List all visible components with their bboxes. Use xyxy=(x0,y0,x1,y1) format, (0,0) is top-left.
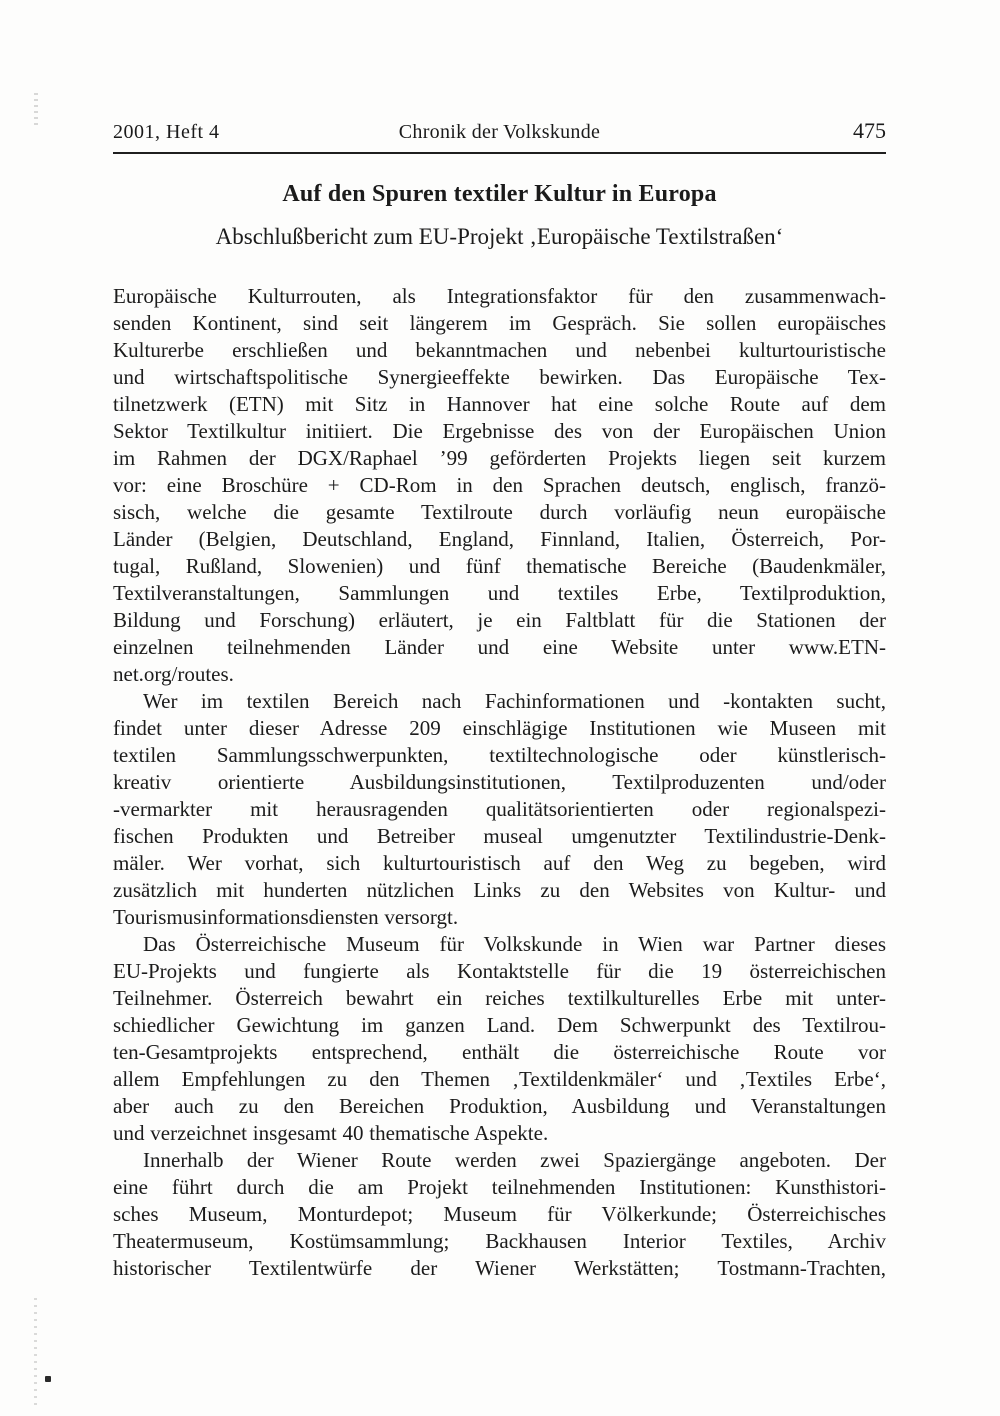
text-line: net.org/routes. xyxy=(113,662,234,686)
text-line: aber auch zu den Bereichen Produktion, Ausbildung und Veranstaltungen xyxy=(113,1094,886,1118)
scan-artifact-dot xyxy=(45,1376,51,1382)
paragraph xyxy=(113,1147,886,1282)
text-line: kreativ orientierte Ausbildungsinstitutionen, Textilproduzenten und/oder xyxy=(113,770,886,794)
article-title: Auf den Spuren textiler Kultur in Europa xyxy=(282,181,717,207)
text-line: schiedlicher Gewichtung im ganzen Land. Dem Schwerpunkt des Textilrou- xyxy=(113,1013,886,1037)
text-line: Kulturerbe erschließen und bekanntmachen und nebenbei kulturtouristische xyxy=(113,338,886,362)
text-line: sisch, welche die gesamte Textilroute durch vorläufig neun europäische xyxy=(113,500,886,524)
text-line: vor: eine Broschüre + CD-Rom in den Sprachen deutsch, englisch, franzö- xyxy=(113,473,886,497)
article-body xyxy=(113,283,886,1282)
text-line: -vermarkter mit herausragenden qualitätsorientierten oder regionalspezi- xyxy=(113,797,886,821)
text-line: mäler. Wer vorhat, sich kulturtouristisch auf den Weg zu begeben, wird xyxy=(113,851,886,875)
scan-artifact-bottom xyxy=(34,1298,37,1410)
text-line: EU-Projekts und fungierte als Kontaktstelle für die 19 österreichischen xyxy=(113,959,886,983)
text-line: Bildung und Forschung) erläutert, je ein Faltblatt für die Stationen der xyxy=(113,608,886,632)
text-line: Sektor Textilkultur initiiert. Die Ergebnisse des von der Europäischen Union xyxy=(113,419,886,443)
text-line: Das Österreichische Museum für Volkskunde in Wien war Partner dieses xyxy=(143,932,886,956)
issue-label: 2001, Heft 4 xyxy=(113,121,220,143)
text-line: textilen Sammlungsschwerpunkten, textiltechnologische oder künstlerisch- xyxy=(113,743,886,767)
text-line: sches Museum, Monturdepot; Museum für Völkerkunde; Österreichisches xyxy=(113,1202,886,1226)
paragraph xyxy=(113,283,886,688)
text-line: fischen Produkten und Betreiber museal umgenutzter Textilindustrie-Denk- xyxy=(113,824,886,848)
text-line: und wirtschaftspolitische Synergieeffekte bewirken. Das Europäische Tex- xyxy=(113,365,886,389)
header-rule xyxy=(113,152,886,154)
text-line: Tourismusinformationsdiensten versorgt. xyxy=(113,905,459,929)
text-line: im Rahmen der DGX/Raphael ’99 geförderten Projekts liegen seit kurzem xyxy=(113,446,886,470)
paragraph xyxy=(113,931,886,1147)
text-line: allem Empfehlungen zu den Themen ‚Textildenkmäler‘ und ‚Textiles Erbe‘, xyxy=(113,1067,886,1091)
page-number: 475 xyxy=(853,118,886,143)
paragraph xyxy=(113,688,886,931)
text-line: tilnetzwerk (ETN) mit Sitz in Hannover hat eine solche Route auf dem xyxy=(113,392,886,416)
article-subtitle: Abschlußbericht zum EU-Projekt ‚Europäische Textilstraßen‘ xyxy=(215,224,784,249)
running-head xyxy=(113,0,886,143)
text-line: Europäische Kulturrouten, als Integrationsfaktor für den zusammenwach- xyxy=(113,284,886,308)
text-line: eine führt durch die am Projekt teilnehmenden Institutionen: Kunsthistori- xyxy=(113,1175,886,1199)
text-line: einzelnen teilnehmenden Länder und eine Website unter www.ETN- xyxy=(113,635,886,659)
text-line: findet unter dieser Adresse 209 einschlägige Institutionen wie Museen mit xyxy=(113,716,886,740)
text-line: zusätzlich mit hunderten nützlichen Links zu den Websites von Kultur- und xyxy=(113,878,886,902)
text-line: senden Kontinent, sind seit längerem im Gespräch. Sie sollen europäisches xyxy=(113,311,886,335)
scan-artifact-top xyxy=(34,93,38,127)
text-line: Länder (Belgien, Deutschland, England, Finnland, Italien, Österreich, Por- xyxy=(113,527,886,551)
text-line: Innerhalb der Wiener Route werden zwei Spaziergänge angeboten. Der xyxy=(143,1148,886,1172)
text-line: historischer Textilentwürfe der Wiener Werkstätten; Tostmann-Trachten, xyxy=(113,1256,886,1280)
text-line: Teilnehmer. Österreich bewahrt ein reiches textilkulturelles Erbe mit unter- xyxy=(113,986,886,1010)
text-line: Theatermuseum, Kostümsammlung; Backhausen Interior Textiles, Archiv xyxy=(113,1229,886,1253)
journal-title: Chronik der Volkskunde xyxy=(398,121,601,143)
text-block xyxy=(113,0,886,1282)
text-line: und verzeichnet insgesamt 40 thematische Aspekte. xyxy=(113,1121,549,1145)
text-line: ten-Gesamtprojekts entsprechend, enthält die österreichische Route vor xyxy=(113,1040,886,1064)
text-line: Wer im textilen Bereich nach Fachinformationen und -kontakten sucht, xyxy=(143,689,886,713)
text-line: Textilveranstaltungen, Sammlungen und textiles Erbe, Textilproduktion, xyxy=(113,581,886,605)
text-line: tugal, Rußland, Slowenien) und fünf thematische Bereiche (Baudenkmäler, xyxy=(113,554,886,578)
